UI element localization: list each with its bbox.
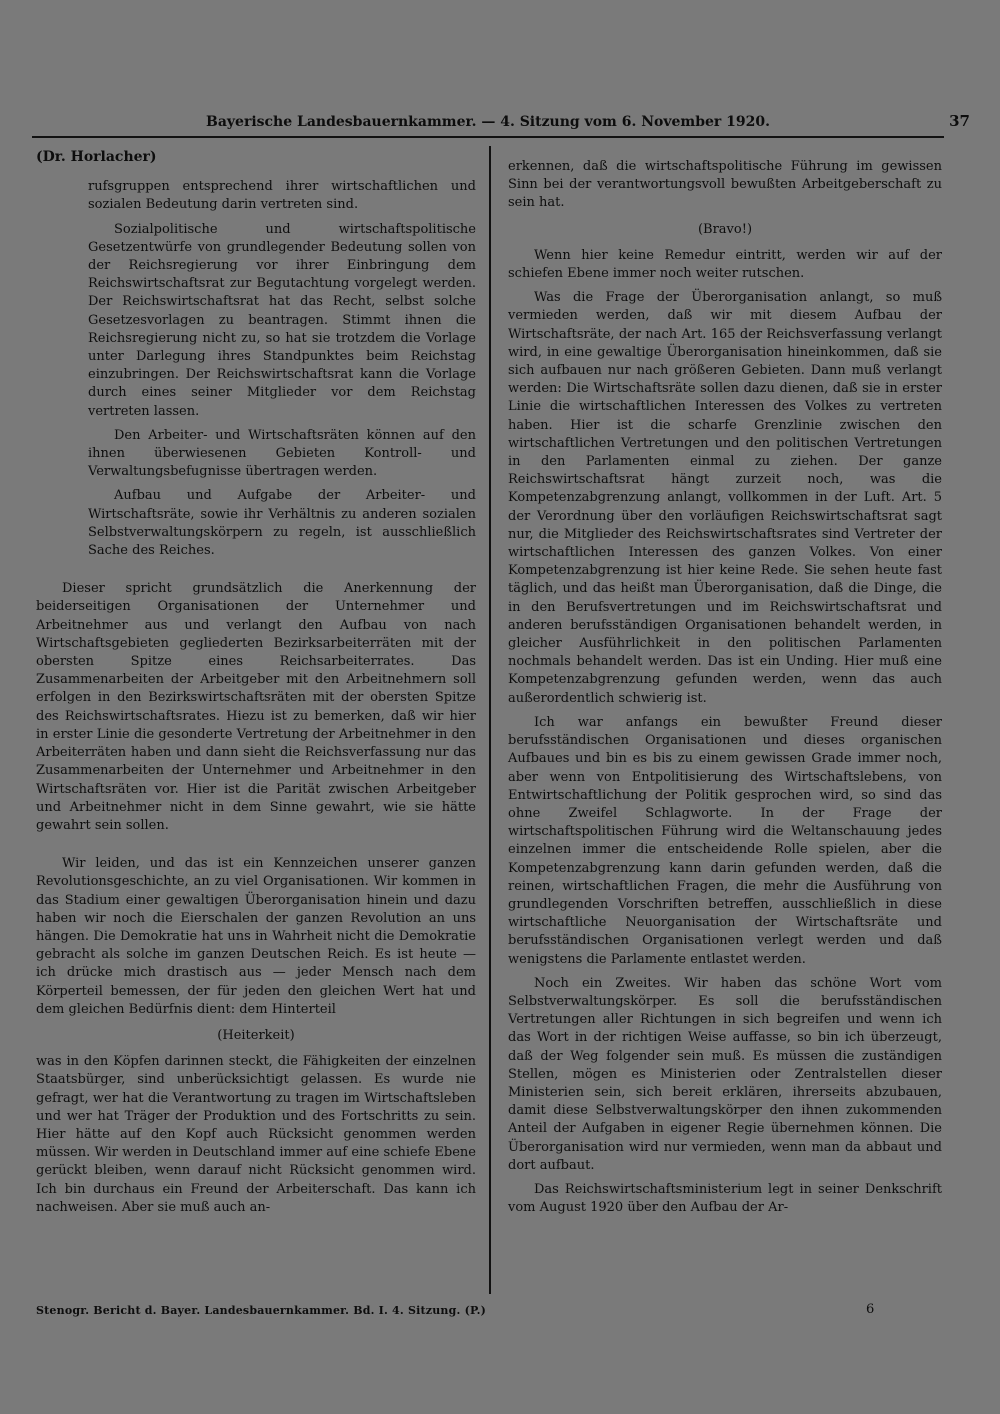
body-paragraph: Noch ein Zweites. Wir haben das schöne Wort vom Selbstverwaltungskörper. Es soll die berufsständischen Vertretungen aller Richtungen in sich begreifen und wenn ich das Wort in der richtigen Weise auffasse, so bin ich überzeugt, daß der Weg folgender sein muß. Es müssen die zuständigen Stellen, mögen es Ministerien oder Zentralstellen dieser Ministerien sein, sich bereit erklären, ihrerseits abzubauen, damit diese Selbstverwaltungskörper den ihnen zukommenden Anteil der Aufgaben in eigener Regie übernehmen können. Die Überorganisation wird nur vermieden, wenn man da abbaut und dort aufbaut. (508, 975, 942, 1173)
quote-paragraph: Aufbau und Aufgabe der Arbeiter- und Wirtschaftsräte, sowie ihr Verhältnis zu anderen sozialen Selbstverwaltungskörpern zu regeln, ist ausschließlich Sache des Reiches. (88, 488, 476, 559)
left-column (36, 148, 476, 1223)
footer-citation: Stenogr. Bericht d. Bayer. Landesbauernkammer. Bd. I. 4. Sitzung. (P.) (36, 1304, 487, 1317)
quote-paragraph: Sozialpolitische und wirtschaftspolitische Gesetzentwürfe von grundlegender Bedeutung sollen von der Reichsregierung vor ihrer Einbringung dem Reichswirtschaftsrat zur Begutachtung vorgelegt werden. Der Reichswirtschaftsrat hat das Recht, selbst solche Gesetzesvorlagen zu beantragen. Stimmt ihnen die Reichsregierung nicht zu, so hat sie trotzdem die Vorlage unter Darlegung ihres Standpunktes beim Reichstag einzubringen. Der Reichswirtschaftsrat kann die Vorlage durch eines seiner Mitglieder vor dem Reichstag vertreten lassen. (88, 221, 476, 419)
running-header (32, 112, 970, 138)
body-paragraph: Wir leiden, und das ist ein Kennzeichen unserer ganzen Revolutionsgeschichte, an zu viel Organisationen. Wir kommen in das Stadium einer gewaltigen Überorganisation hinein und dazu haben wir noch die Eierschalen der ganzen Revolution an uns hängen. Die Demokratie hat uns in Wahrheit nicht die Demokratie gebracht als solche im ganzen Deutschen Reich. Es ist heute — ich drücke mich drastisch aus — jeder Mensch nach dem Körperteil bemessen, der für jeden den gleichen Wert hat und dem gleichen Bedürfnis dient: dem Hinterteil (36, 856, 476, 1017)
body-paragraph: Ich war anfangs ein bewußter Freund dieser berufsständischen Organisationen und dieses organischen Aufbaues und bin es bis zu einem gewissen Grade immer noch, aber wenn von Entpolitisierung des Wirtschaftslebens, von Entwirtschaftlichung der Politik gesprochen wird, so sind das ohne Zweifel Schlagworte. In der Frage der wirtschaftspolitischen Führung wird die Weltanschauung jedes einzelnen immer die entscheidende Rolle spielen, aber die Kompetenzabgrenzung kann darin gefunden werden, daß die reinen, wirtschaftlichen Fragen, die mehr die Ausführung von grundlegenden Vorschriften betreffen, ausschließlich in diese wirtschaftliche Neuorganisation der Wirtschaftsräte und berufsständischen Organisationen verlegt werden und daß wenigstens die Parlamente entlastet werden. (508, 714, 942, 967)
quote-paragraph: Den Arbeiter- und Wirtschaftsräten können auf den ihnen überwiesenen Gebieten Kontroll- und Verwaltungsbefugnisse übertragen werden. (88, 427, 476, 480)
body-paragraph: erkennen, daß die wirtschaftspolitische Führung im gewissen Sinn bei der verantwortungsvoll bewußten Arbeitgeberschaft zu sein hat. (508, 159, 942, 211)
body-paragraph: Wenn hier keine Remedur eintritt, werden wir auf der schiefen Ebene immer noch weiter rutschen. (508, 247, 942, 282)
body-paragraph: was in den Köpfen darinnen steckt, die Fähigkeiten der einzelnen Staatsbürger, sind unberücksichtigt gelassen. Es wurde nie gefragt, wer hat die Verantwortung zu tragen im Wirtschaftsleben und wer hat Träger der Produktion und des Fortschritts zu sein. Hier hätte auf den Kopf auch Rücksicht genommen werden müssen. Wir werden in Deutschland immer auf eine schiefe Ebene gerückt bleiben, wenn darauf nicht Rücksicht genommen wird. Ich bin durchaus ein Freund der Arbeiterschaft. Das kann ich nachweisen. Aber sie muß auch an- (36, 1054, 476, 1215)
page-number: 37 (949, 112, 970, 130)
footer-signature-number: 6 (866, 1302, 875, 1317)
right-column (508, 158, 942, 1223)
interjection: (Heiterkeit) (217, 1027, 295, 1043)
header-title: Bayerische Landesbauernkammer. — 4. Sitzung vom 6. November 1920. (206, 114, 770, 130)
column-divider (489, 146, 491, 1294)
body-paragraph: Das Reichswirtschaftsministerium legt in seiner Denkschrift vom August 1920 über den Aufbau der Ar- (508, 1181, 942, 1216)
quote-paragraph: rufsgruppen entsprechend ihrer wirtschaftlichen und sozialen Bedeutung darin vertreten sind. (88, 179, 476, 213)
interjection: (Bravo!) (697, 221, 753, 237)
body-paragraph: Was die Frage der Überorganisation anlangt, so muß vermieden werden, daß wir mit diesem Aufbau der Wirtschaftsräte, der nach Art. 165 der Reichsverfassung verlangt wird, in eine gewaltige Überorganisation hineinkommen, daß sie sich aufbauen nur nach größeren Gebieten. Dann muß verlangt werden: Die Wirtschaftsräte sollen dazu dienen, daß sie in erster Linie die wirtschaftlichen Interessen des Volkes zu vertreten haben. Hier ist die scharfe Grenzlinie zwischen den wirtschaftlichen Vertretungen und den politischen Vertretungen in den Parlamenten einmal zu ziehen. Der ganze Reichswirtschaftsrat hängt zurzeit noch, was die Kompetenzabgrenzung anlangt, vollkommen in der Luft. Art. 5 der Verordnung über den vorläufigen Reichswirtschaftsrat sagt nur, die Mitglieder des Reichswirtschaftsrates sind Vertreter der wirtschaftlichen Interessen des ganzen Volkes. Von einer Kompetenzabgrenzung ist hier keine Rede. Sie sehen heute fast täglich, und das heißt man Überorganisation, daß die Dinge, die in den Berufsvertretungen und im Reichswirtschaftsrat und anderen berufsständigen Organisationen behandelt werden, in gleicher Ausführlichkeit in den politischen Parlamenten nochmals behandelt werden. Das ist ein Unding. Hier muß eine Kompetenzabgrenzung gefunden werden, wenn das auch außerordentlich schwierig ist. (508, 290, 942, 706)
quoted-provisions (36, 178, 476, 560)
speaker-name: (Dr. Horlacher) (36, 149, 157, 165)
body-paragraph: Dieser spricht grundsätzlich die Anerkennung der beiderseitigen Organisationen der Unternehmer und Arbeitnehmer aus und verlangt den Aufbau von nach Wirtschaftsgebieten gegliederten Bezirksarbeiterräten mit der obersten Spitze eines Reichsarbeiterrates. Das Zusammenarbeiten der Arbeitgeber mit den Arbeitnehmern soll erfolgen in den Bezirkswirtschaftsräten mit der obersten Spitze des Reichswirtschaftsrates. Hiezu ist zu bemerken, daß wir hier in erster Linie die gesonderte Vertretung der Arbeitnehmer in den Arbeiterräten haben und dann sieht die Reichsverfassung nur das Zusammenarbeiten der Unternehmer und Arbeitnehmer in den Wirtschaftsräten vor. Hier ist die Parität zwischen Arbeitgeber und Arbeitnehmer nicht in dem Sinne gewahrt, wie sie hätte gewahrt sein sollen. (36, 581, 476, 833)
